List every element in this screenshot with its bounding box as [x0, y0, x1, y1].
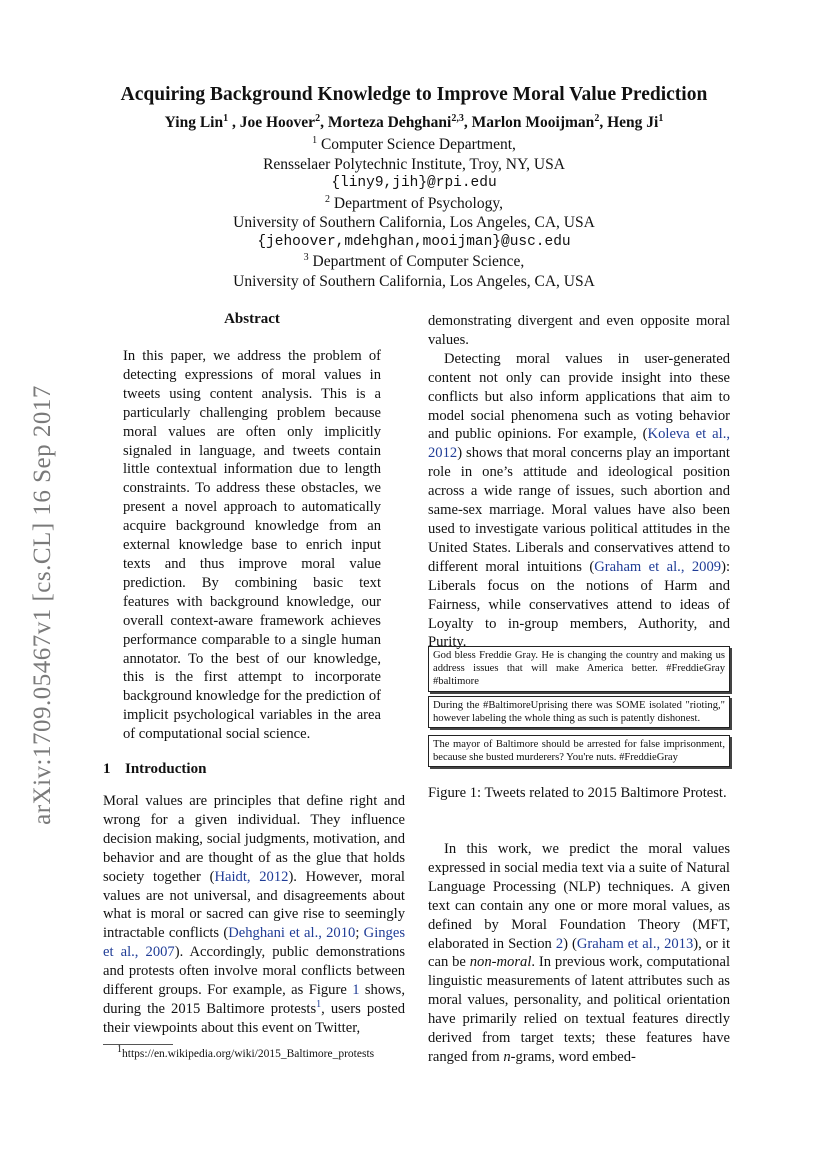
- section-heading: 1 Introduction: [103, 761, 207, 777]
- footnote-url[interactable]: https://en.wikipedia.org/wiki/2015_Baltimore_protests: [122, 1048, 375, 1060]
- affiliation-inst: Rensselaer Polytechnic Institute, Troy, NY, USA: [263, 155, 565, 173]
- citation-link[interactable]: Ginges et al., 2007: [103, 925, 406, 961]
- paper-title: Acquiring Background Knowledge to Improve Moral Value Prediction: [120, 84, 708, 105]
- footnote: $^1$https://en.wikipedia.org/wiki/2015_Baltimore_protests: [117, 1044, 375, 1060]
- affiliation-inst: University of Southern California, Los Angeles, CA, USA: [233, 272, 595, 290]
- author: Morteza Dehghani$^{2,3}$: [327, 112, 464, 131]
- tweet-box: God bless Freddie Gray. He is changing the country and making us address issues that will make America better. #FreddieGray #baltimore: [428, 646, 730, 692]
- section-link[interactable]: 2: [555, 935, 564, 952]
- paragraph: Detecting moral values in user-generated content not only can provide insight into these conflicts but also inform applications that aim to model social phenomena such as voting behavior and public opinions. For example, (Koleva et al., 2012) shows that moral concerns play an important role in one’s attitude and ideological position across a wide range of issues, such abortion and same-sex marriage. Moral values have also been used to investigate various political attitudes in the United States. Liberals and conservatives attend to different moral intuitions (Graham et al., 2009): Liberals focus on the notions of Harm and Fairness, while conservatives attend to ideas of Loyalty to in-group members, Authority, and Purity.: [428, 350, 730, 651]
- abstract-text: In this paper, we address the problem of detecting expressions of moral values in tweets using content analysis. This is a particularly challenging problem because moral values are often only implicitly signaled in language, and tweets contain little contextual information due to length constraints. To address these obstacles, we present a novel approach to automatically acquire background knowledge from an external knowledge base to enrich input texts and thus improve moral value prediction. By combining basic text features with background knowledge, our overall context-aware framework achieves performance comparable to a single human annotator. To the best of our knowledge, this is the first attempt to incorporate background knowledge for the prediction of implicit psychological variables in the area of computational social science.: [123, 348, 381, 743]
- arxiv-id: arXiv:1709.05467v1 [cs.CL] 16 Sep 2017: [29, 385, 56, 825]
- footnote-link[interactable]: 1: [316, 999, 322, 1011]
- intro-paragraph: Moral values are principles that define right and wrong for a given individual. They influence decision making, social judgments, motivation, and behavior and are thought of as the glue that holds society together (Haidt, 2012). However, moral values are not universal, and disagreements about what is moral or sacred can give rise to seemingly intractable conflicts (Dehghani et al., 2010; Ginges et al., 2007). Accordingly, public demonstrations and protests often involve moral conflicts between different groups. For example, as Figure 1 shows, during the 2015 Baltimore protests$^1$, users posted their viewpoints about this event on Twitter,: [103, 793, 406, 1036]
- abstract-heading: Abstract: [224, 311, 280, 327]
- paragraph: In this work, we predict the moral values expressed in social media text via a suite of Natural Language Processing (NLP) techniques. A given text can contain any one or more moral values, as defined by Moral Foundation Theory (MFT, elaborated in Section 2) (Graham et al., 2013), or it can be non-moral. In previous work, computational linguistic measurements of latent attributes such as moral values, personality, and political orientation have primarily relied on textual features directly derived from target texts; these features have ranged from n-grams, word embed-: [428, 841, 730, 1065]
- author: Ying Lin$^1$: [164, 112, 229, 131]
- affiliation-dept: $^1$ Computer Science Department,: [312, 134, 516, 153]
- citation-link[interactable]: Koleva et al., 2012: [428, 426, 730, 462]
- figure-link[interactable]: 1: [352, 982, 360, 999]
- citation-link[interactable]: Graham et al., 2013: [576, 935, 694, 952]
- continued-paragraph: demonstrating divergent and even opposite moral values.: [428, 313, 730, 348]
- author: Joe Hoover$^2$: [239, 112, 321, 131]
- author: Marlon Mooijman$^2$: [471, 112, 600, 131]
- tweet-box: During the #BaltimoreUprising there was SOME isolated "rioting," however labeling the whole thing as such is patently dishonest.: [428, 696, 730, 728]
- citation-link[interactable]: Graham et al., 2009: [594, 558, 722, 575]
- affiliation-inst: University of Southern California, Los Angeles, CA, USA: [233, 214, 595, 231]
- abstract-body: [123, 347, 381, 744]
- tweet-box: The mayor of Baltimore should be arrested for false imprisonment, because she busted murderers? You're nuts. #FreddieGray: [428, 735, 730, 767]
- footnote-rule: [103, 1044, 173, 1045]
- figure-caption: Figure 1: Tweets related to 2015 Baltimore Protest.: [428, 785, 727, 801]
- affiliation-email: {jehoover,mdehghan,mooijman}@usc.edu: [257, 233, 571, 250]
- citation-link[interactable]: Haidt, 2012: [214, 868, 289, 885]
- affiliation-dept: $^3$ Department of Computer Science,: [303, 251, 525, 270]
- citation-link[interactable]: Dehghani et al., 2010: [228, 925, 356, 942]
- affiliation-email: {liny9,jih}@rpi.edu: [331, 175, 497, 191]
- affiliation-block: [0, 135, 828, 291]
- right-column-top: [428, 312, 730, 652]
- author: Heng Ji$^1$: [607, 112, 664, 131]
- affiliation-dept: $^2$ Department of Psychology,: [325, 193, 503, 212]
- arxiv-stamp: [18, 360, 68, 850]
- author-list: Ying Lin$^1$ , Joe Hoover$^2$, Morteza Dehghani$^{2,3}$, Marlon Mooijman$^2$, Heng Ji$^1$: [164, 112, 664, 131]
